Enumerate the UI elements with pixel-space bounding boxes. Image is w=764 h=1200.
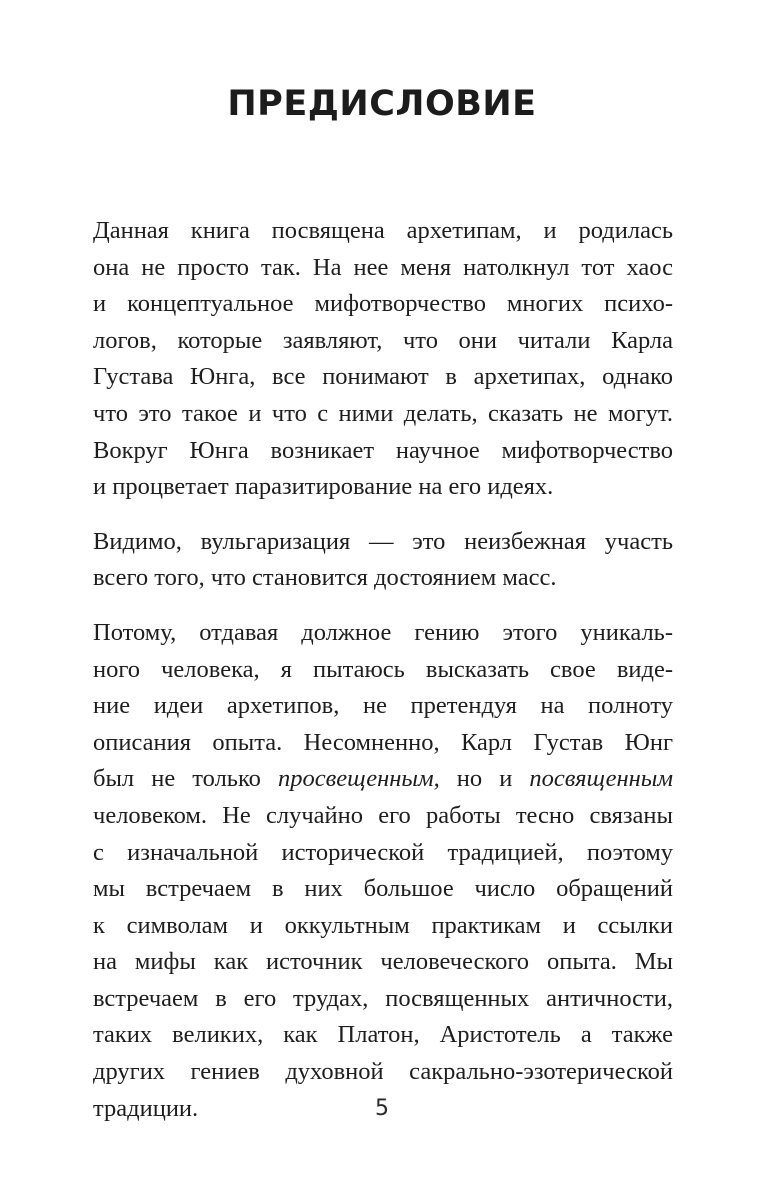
paragraph-3: [93, 615, 673, 1127]
text-line: Видимо, вульгаризация — это неизбежная участь: [93, 527, 673, 555]
text-line: с изначальной исторической традицией, поэтому: [93, 838, 673, 866]
text-line: других гениев духовной сакрально-эзотерической: [93, 1058, 673, 1086]
text-line: таких великих, как Платон, Аристотель а также: [93, 1021, 673, 1049]
paragraph-spacer: [93, 506, 673, 524]
text-line: она не просто так. На нее меня натолкнул тот хаос: [93, 253, 673, 281]
text-line: Данная книга посвящена архетипам, и родилась: [93, 217, 673, 244]
text-line: и процветает паразитирование на его идеях.: [93, 473, 554, 501]
text-line: описания опыта. Несомненно, Карл Густав Юнг: [93, 728, 673, 756]
text-line: на мифы как источник человеческого опыта. Мы: [93, 948, 673, 976]
text-line: встречаем в его трудах, посвященных античности,: [93, 984, 673, 1012]
text-segment: был не только: [93, 765, 278, 793]
body-text: [93, 213, 673, 1127]
text-line: Потому, отдавая должное гению этого уникаль-: [93, 618, 673, 646]
text-line: мы встречаем в них большое число обращений: [93, 875, 673, 903]
text-line: Густава Юнга, все понимают в архетипах, однако: [93, 363, 673, 391]
paragraph-2: [93, 524, 673, 597]
text-segment: но и: [439, 765, 530, 793]
text-line: к символам и оккультным практикам и ссылки: [93, 911, 673, 939]
italic-term-initiated: посвященным: [529, 765, 673, 793]
paragraph-1: [93, 213, 673, 506]
text-line: логов, которые заявляют, что они читали Карла: [93, 326, 673, 354]
text-line-with-italics: [93, 761, 673, 798]
text-line: традиции.: [93, 1094, 199, 1122]
text-line: что это такое и что с ними делать, сказать не могут.: [93, 399, 673, 427]
paragraph-spacer: [93, 597, 673, 615]
text-line: всего того, что становится достоянием масс.: [93, 564, 557, 592]
italic-term-enlightened: просвещенным,: [277, 765, 440, 793]
text-line: Вокруг Юнга возникает научное мифотворчество: [93, 436, 673, 464]
text-line: ние идеи архетипов, не претендуя на полноту: [93, 692, 673, 720]
page-number: 5: [375, 1096, 389, 1121]
text-line: ного человека, я пытаюсь высказать свое виде-: [93, 655, 673, 683]
page-title: ПРЕДИСЛОВИЕ: [227, 84, 537, 124]
text-line: человеком. Не случайно его работы тесно связаны: [93, 801, 673, 829]
text-line: и концептуальное мифотворчество многих психо-: [93, 290, 673, 318]
